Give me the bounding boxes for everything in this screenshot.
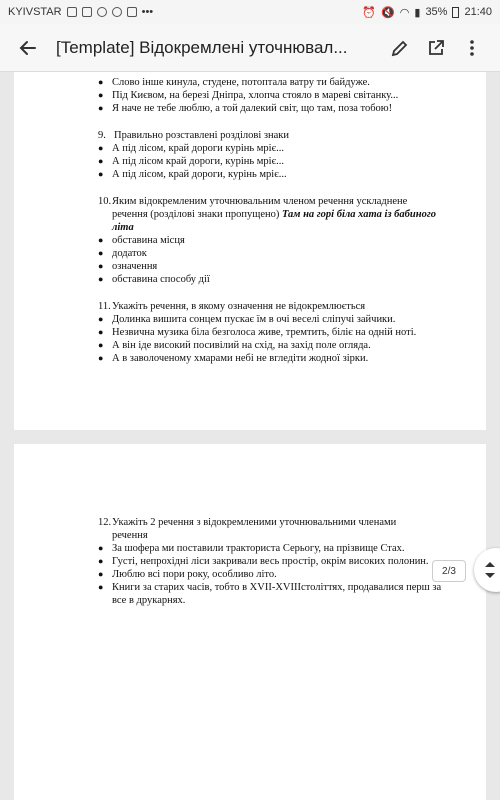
bullet-icon: ● [98, 156, 104, 166]
clock: 21:40 [464, 6, 492, 18]
more-options-button[interactable] [454, 30, 490, 66]
mute-icon: 🔇 [381, 6, 395, 19]
bullet-icon: ● [98, 543, 104, 553]
bullet-icon: ● [98, 169, 104, 179]
document-title: [Template] Відокремлені уточнювал... [56, 37, 348, 57]
bullet-icon: ● [98, 314, 104, 324]
question-sentence: Там на горі біла хата із бабиного літа [112, 209, 436, 233]
arrow-left-icon [18, 38, 38, 58]
option-list [98, 542, 486, 607]
gallery-icon [127, 7, 137, 17]
photo-icon [82, 7, 92, 17]
list-item: ● обставина способу дії [98, 274, 210, 285]
open-in-new-icon [426, 38, 446, 58]
option-list [98, 234, 486, 286]
open-external-button[interactable] [418, 30, 454, 66]
list-item: ● обставина місця [98, 235, 185, 246]
document-page-2 [14, 444, 486, 800]
app-bar [0, 24, 500, 72]
wifi-icon: ◠ [399, 6, 410, 19]
edit-button[interactable] [382, 30, 418, 66]
back-button[interactable] [10, 30, 46, 66]
list-item: ● А під лісом край дороги, курінь мріє... [98, 156, 284, 167]
question-number: 9. [98, 130, 106, 141]
list-item: ● Густі, непрохідні ліси закривали весь простір, окрім високих полонин. [98, 556, 429, 567]
list-item: ● Книги за старих часів, тобто в XVII-XVIIIстоліттях, продавалися перш за все в друкарнях. [98, 582, 442, 606]
gallery-icon [67, 7, 77, 17]
more-vert-icon [462, 38, 482, 58]
bullet-icon: ● [98, 340, 104, 350]
bullet-icon: ● [98, 569, 104, 579]
bullet-icon: ● [98, 261, 104, 271]
list-item: ● додаток [98, 248, 147, 259]
option-list [98, 142, 486, 181]
list-item: ● А під лісом, край дороги, курінь мріє... [98, 169, 287, 180]
question-number: 11. [98, 301, 111, 312]
unfold-icon [482, 560, 498, 580]
list-item: ● А в заволоченому хмарами небі не вгледіти жодної зірки. [98, 353, 369, 364]
question-9 [98, 129, 486, 142]
question-number: 10. [98, 196, 112, 207]
bullet-icon: ● [98, 77, 104, 87]
list-item: ● А він іде високий посивілий на схід, на захід поле огляда. [98, 340, 371, 351]
viber-icon [97, 7, 107, 17]
list-item: ● Незвична музика біла безголоса живе, тремтить, біліє на одній ноті. [98, 327, 417, 338]
list-item: ● Я наче не тебе люблю, а той далекий світ, що там, поза тобою! [98, 103, 393, 114]
signal-icon: ▮ [414, 6, 421, 19]
list-item: ● Слово інше кинула, студене, потоптала ватру ти байдуже. [98, 77, 370, 88]
question-number: 12. [98, 517, 112, 528]
battery-icon [452, 7, 459, 18]
bullet-icon: ● [98, 235, 104, 245]
option-list [98, 313, 486, 365]
bullet-icon: ● [98, 582, 104, 592]
viber-icon [112, 7, 122, 17]
alarm-icon: ⏰ [362, 6, 377, 19]
bullet-icon: ● [98, 248, 104, 258]
list-item: ● означення [98, 261, 158, 272]
question-text: Яким відокремленим уточнювальним членом речення ускладнене речення (розділові знаки пропущено) [112, 196, 408, 220]
question-text: Укажіть речення, в якому означення не відокремлюється [112, 301, 366, 312]
option-list [98, 76, 486, 115]
pencil-icon [390, 38, 410, 58]
list-item: ● А під лісом, край дороги курінь мріє... [98, 143, 284, 154]
list-item: ● Люблю всі пори року, особливо літо. [98, 569, 277, 580]
list-item: ● Долинка вишита сонцем пускає їм в очі веселі сліпучі зайчики. [98, 314, 396, 325]
bullet-icon: ● [98, 556, 104, 566]
question-text: Укажіть 2 речення з відокремленими уточнювальними членами речення [112, 517, 397, 541]
list-item: ● За шофера ми поставили тракториста Серьогу, на прізвище Стах. [98, 543, 405, 554]
question-11 [98, 300, 486, 313]
question-text: Правильно розставлені розділові знаки [114, 130, 290, 141]
question-12 [98, 516, 486, 542]
question-10 [98, 195, 486, 234]
more-notifications-icon: ••• [141, 6, 154, 18]
status-bar [0, 0, 500, 24]
battery-percentage: 35% [425, 6, 448, 18]
bullet-icon: ● [98, 90, 104, 100]
bullet-icon: ● [98, 353, 104, 363]
bullet-icon: ● [98, 103, 104, 113]
page-indicator: 2/3 [432, 560, 466, 582]
bullet-icon: ● [98, 274, 104, 284]
bullet-icon: ● [98, 143, 104, 153]
bullet-icon: ● [98, 327, 104, 337]
list-item: ● Під Києвом, на березі Дніпра, хлопча стояло в мареві світанку... [98, 90, 399, 101]
document-page-1 [14, 72, 486, 430]
carrier-label: KYIVSTAR [8, 6, 62, 18]
